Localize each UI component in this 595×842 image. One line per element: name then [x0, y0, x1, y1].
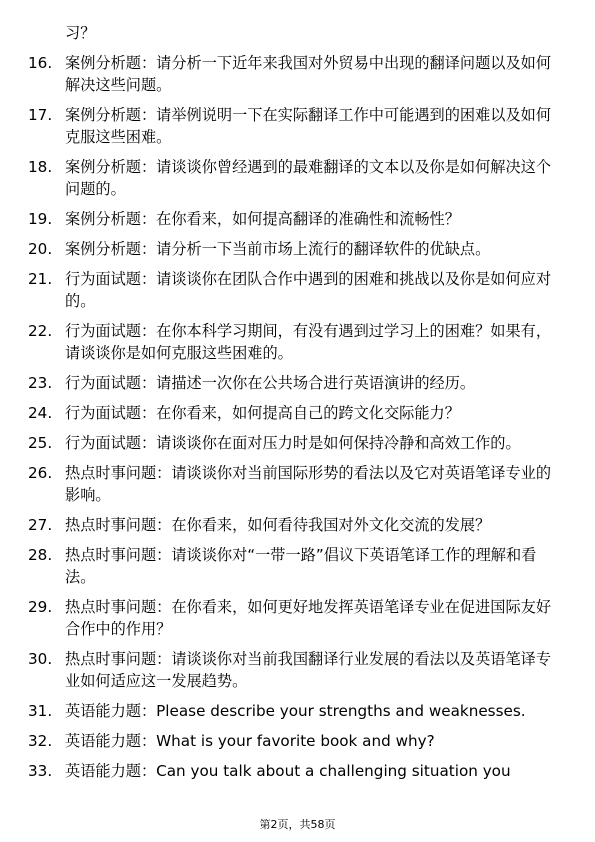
question-text: 热点时事问题：在你看来，如何看待我国对外文化交流的发展？ — [65, 516, 491, 534]
question-item — [0, 648, 595, 692]
question-text: 案例分析题：在你看来，如何提高翻译的准确性和流畅性？ — [65, 210, 460, 228]
question-number: 26. — [28, 464, 53, 482]
question-item — [0, 596, 595, 640]
question-text: 热点时事问题：请谈谈你对当前我国翻译行业发展的看法以及英语笔译专业如何适应这一发展趋势。 — [65, 650, 551, 690]
question-number: 27. — [28, 516, 53, 534]
question-item — [0, 432, 595, 454]
question-text: 行为面试题：请谈谈你在团队合作中遇到的困难和挑战以及你是如何应对的。 — [65, 270, 551, 310]
question-item — [0, 514, 595, 536]
question-list — [0, 22, 595, 782]
question-number: 28. — [28, 546, 53, 564]
question-number: 32. — [28, 732, 53, 750]
question-item — [0, 208, 595, 230]
question-number: 20. — [28, 240, 53, 258]
question-item — [0, 52, 595, 96]
question-item — [0, 544, 595, 588]
question-text: 热点时事问题：请谈谈你对“一带一路”倡议下英语笔译工作的理解和看法。 — [65, 546, 537, 586]
question-item — [0, 372, 595, 394]
question-text: 行为面试题：在你本科学习期间，有没有遇到过学习上的困难？如果有，请谈谈你是如何克服这些困难的。 — [65, 322, 551, 362]
question-number: 18. — [28, 158, 53, 176]
question-item — [0, 462, 595, 506]
question-text: 热点时事问题：请谈谈你对当前国际形势的看法以及它对英语笔译专业的影响。 — [65, 464, 551, 504]
question-text: 英语能力题：Please describe your strengths and weaknesses. — [65, 702, 526, 720]
question-item — [0, 700, 595, 722]
question-number: 29. — [28, 598, 53, 616]
question-number: 30. — [28, 650, 53, 668]
question-text: 案例分析题：请分析一下当前市场上流行的翻译软件的优缺点。 — [65, 240, 491, 258]
question-number: 17. — [28, 106, 53, 124]
question-number: 25. — [28, 434, 53, 452]
question-number: 24. — [28, 404, 53, 422]
question-number: 16. — [28, 54, 53, 72]
question-number: 21. — [28, 270, 53, 288]
question-item — [0, 156, 595, 200]
question-text: 英语能力题：What is your favorite book and why? — [65, 732, 435, 750]
question-item — [0, 104, 595, 148]
question-text: 行为面试题：在你看来，如何提高自己的跨文化交际能力？ — [65, 404, 460, 422]
question-item — [0, 402, 595, 424]
question-text: 案例分析题：请分析一下近年来我国对外贸易中出现的翻译问题以及如何解决这些问题。 — [65, 54, 551, 94]
question-text: 热点时事问题：在你看来，如何更好地发挥英语笔译专业在促进国际友好合作中的作用？ — [65, 598, 551, 638]
question-text: 行为面试题：请描述一次你在公共场合进行英语演讲的经历。 — [65, 374, 476, 392]
question-number: 22. — [28, 322, 53, 340]
continuation-text: 习？ — [65, 24, 96, 42]
question-text: 案例分析题：请举例说明一下在实际翻译工作中可能遇到的困难以及如何克服这些困难。 — [65, 106, 551, 146]
question-text: 行为面试题：请谈谈你在面对压力时是如何保持冷静和高效工作的。 — [65, 434, 521, 452]
question-number: 19. — [28, 210, 53, 228]
question-text: 英语能力题：Can you talk about a challenging situation you — [65, 762, 511, 780]
page-footer: 第2页，共58页 — [259, 818, 336, 831]
question-item — [0, 238, 595, 260]
question-text: 案例分析题：请谈谈你曾经遇到的最难翻译的文本以及你是如何解决这个问题的。 — [65, 158, 551, 198]
question-number: 33. — [28, 762, 53, 780]
question-item — [0, 268, 595, 312]
question-number: 31. — [28, 702, 53, 720]
question-item — [0, 320, 595, 364]
question-item — [0, 730, 595, 752]
question-item — [0, 760, 595, 782]
question-number: 23. — [28, 374, 53, 392]
